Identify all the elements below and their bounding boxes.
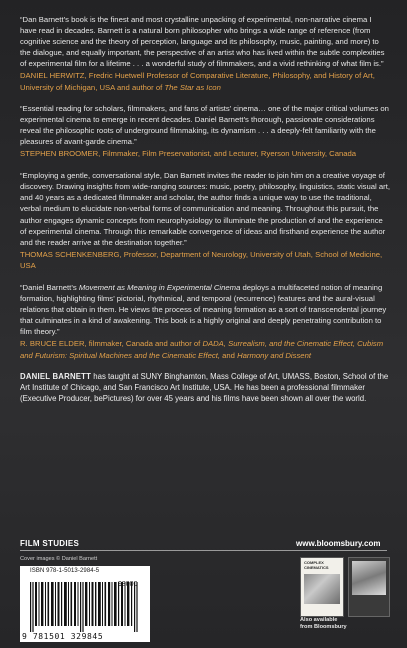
review-block-2 (20, 103, 390, 159)
author-bio-text: has taught at SUNY Binghamton, Mass College of Art, UMASS, Boston, School of the Art Institute of Chicago, and San Francisco Art Institute, USA. He has been a professional filmmaker (Executive Producer, bePictures) for over 45 years and his films have been shown all over the world. (20, 371, 389, 404)
category-label: FILM STUDIES (20, 539, 80, 548)
attribution-book-title: The Star as Icon (164, 82, 221, 92)
review-quote (20, 282, 390, 337)
attribution-text: DANIEL HERWITZ, Fredric Huetwell Professor of Comparative Literature, Philosophy, and History of Art, University of Michigan, USA and author of (20, 71, 375, 92)
publisher-website[interactable]: www.bloomsbury.com (296, 539, 381, 548)
quote-text-post: deploys a multifaceted notion of meaning formation, highlighting films’ pictorial, rhythmical, and temporal (recurrence) features and the aural-visual relations that obtain in them. He views the process of meaning formation as a sort of transcendental journey that culminates in a kind of awakening. This book is a highly original and deeply penetrating contribution to film theory.” (20, 282, 387, 337)
barcode-digits: 9 781501 329845 (22, 632, 104, 641)
related-book-cover-2[interactable] (348, 557, 390, 617)
review-block-1 (20, 14, 390, 93)
review-block-3 (20, 170, 390, 271)
quote-book-title: Movement as Meaning in Experimental Cinema (78, 282, 241, 292)
related-book-cover-1[interactable] (300, 557, 344, 617)
related-book-title: COMPLEX CINEMATICS (304, 560, 329, 570)
related-book-image (304, 574, 340, 604)
cover-credit: Cover images © Daniel Barnett (20, 556, 98, 562)
attribution-book-titles: DADA, Surrealism, and the Cinematic Effect, Cubism and Futurism: Spiritual Machines and the Cinematic Effect, (20, 339, 384, 360)
author-bio (20, 371, 390, 405)
related-book-image (352, 561, 386, 595)
back-cover-content (20, 14, 390, 404)
review-quote: “Dan Barnett’s book is the finest and most crystalline unpacking of experimental, non-narrative cinema I have read in decades. Barnett is a natural born philosopher who brings a wide range of reference (from cognitive science and the theory of perception, language and its philosophy, music, painting, and more) to the dialogue, and equally important, the perspective of an artist who has lived within the subtle complexities of experimental film for a lifetime . . . a wonderful study of filmmakers, and a vivid rethinking of what film is.” (20, 15, 385, 69)
attribution-and: and (219, 350, 238, 360)
attribution-text: R. BRUCE ELDER, filmmaker, Canada and author of (20, 339, 203, 349)
also-available-label: Also available from Bloomsbury (300, 617, 347, 630)
review-attribution: STEPHEN BROOMER, Filmmaker, Film Preservationist, and Lecturer, Ryerson University, Canada (20, 149, 357, 159)
footer-divider (20, 550, 387, 551)
review-attribution: THOMAS SCHENKENBERG, Professor, Department of Neurology, University of Utah, School of Medicine, USA (20, 249, 383, 270)
attribution-last-title: Harmony and Dissent (237, 350, 311, 360)
quote-text-pre: “Daniel Barnett’s (20, 282, 79, 292)
author-name: DANIEL BARNETT (20, 371, 92, 381)
review-quote: “Employing a gentle, conversational style, Dan Barnett invites the reader to join him on a creative voyage of discovery. Drawing insights from wide-ranging sources: music, poetry, philosophy, linguistics, static visual art, and 40 years as a dedicated filmmaker and scholar, the author finds a unique way to use the traditional, verbal medium to elucidate non-verbal forms of communication and meaning. Throughout this pursuit, the author engages dynamic concepts from neurophysiology to illuminate the production of and the experience of experimental cinema. Through this remarkable convergence of ideas and firsthand experience the author and the reader arrive at the destination together.” (20, 171, 390, 247)
review-attribution (20, 70, 390, 92)
isbn-text: ISBN 978-1-5013-2984-5 (30, 568, 100, 574)
barcode-icon (30, 582, 140, 632)
review-quote: “Essential reading for scholars, filmmakers, and fans of artists’ cinema… one of the major critical volumes on experimental cinema to emerge in recent decades. Daniel Barnett’s thorough, passionate considerations reveal the philosophic roots of underground filmmaking, its dynamism . . . a deeply-felt familiarity with the pleasures of avant-garde cinema.” (20, 103, 389, 146)
review-attribution (20, 338, 390, 360)
review-block-4 (20, 282, 390, 361)
